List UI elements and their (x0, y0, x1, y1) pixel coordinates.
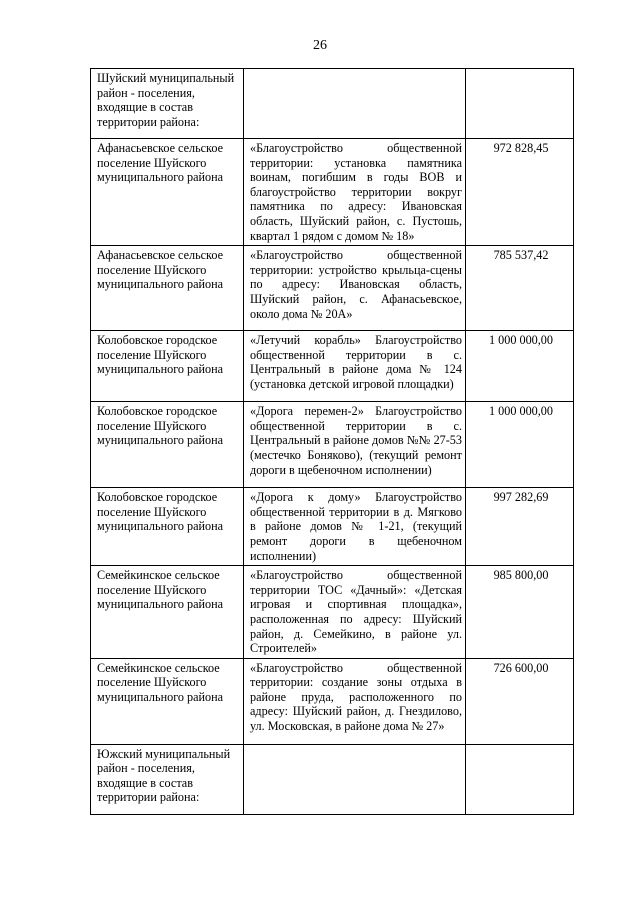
table-row (91, 331, 574, 402)
settlement-cell: Семейкинское сельское поселение Шуйского муниципального района (91, 658, 244, 744)
table-row (91, 566, 574, 659)
amount-cell: 1 000 000,00 (466, 331, 574, 402)
table-row (91, 139, 574, 246)
settlement-cell: Колобовское городское поселение Шуйского муниципального района (91, 402, 244, 488)
amount-cell: 985 800,00 (466, 566, 574, 659)
project-cell: «Летучий корабль» Благоустройство общественной территории в с. Центральный в районе дома № 124 (установка детской игровой площадки) (244, 331, 466, 402)
project-cell: «Благоустройство общественной территории: установка памятника воинам, погибшим в годы ВОВ и благоустройство территории вокруг памятника по адресу: Ивановская область, Шуйский район, с. Пустошь, квартал 1 рядом с домом № 18» (244, 139, 466, 246)
project-cell (244, 69, 466, 139)
amount-cell: 726 600,00 (466, 658, 574, 744)
settlement-cell: Семейкинское сельское поселение Шуйского муниципального района (91, 566, 244, 659)
subsidy-table (90, 68, 574, 815)
amount-cell (466, 69, 574, 139)
page-number: 26 (313, 38, 327, 53)
project-cell: «Благоустройство общественной территории ТОС «Дачный»: «Детская игровая и спортивная площадка», расположенная по адресу: Шуйский район, д. Семейкино, в районе ул. Строителей» (244, 566, 466, 659)
table-row (91, 402, 574, 488)
settlement-cell: Южский муниципальный район - поселения, входящие в состав территории района: (91, 744, 244, 814)
project-cell: «Дорога перемен-2» Благоустройство общественной территории в с. Центральный в районе домов №№ 27-53 (местечко Боняково), (текущий ремонт дороги в щебеночном исполнении) (244, 402, 466, 488)
table-row (91, 246, 574, 331)
settlement-cell: Афанасьевское сельское поселение Шуйского муниципального района (91, 246, 244, 331)
project-cell (244, 744, 466, 814)
settlement-cell: Афанасьевское сельское поселение Шуйского муниципального района (91, 139, 244, 246)
table-row (91, 69, 574, 139)
project-cell: «Благоустройство общественной территории: создание зоны отдыха в районе пруда, расположенного по адресу: Шуйский район, д. Гнездилово, ул. Московская, в районе дома № 27» (244, 658, 466, 744)
project-cell: «Дорога к дому» Благоустройство общественной территории в д. Мягково в районе домов № 1-21, (текущий ремонт дороги в щебеночном исполнении) (244, 488, 466, 566)
settlement-cell: Шуйский муниципальный район - поселения, входящие в состав территории района: (91, 69, 244, 139)
amount-cell: 997 282,69 (466, 488, 574, 566)
settlement-cell: Колобовское городское поселение Шуйского муниципального района (91, 488, 244, 566)
amount-cell: 785 537,42 (466, 246, 574, 331)
table-row (91, 658, 574, 744)
amount-cell (466, 744, 574, 814)
amount-cell: 972 828,45 (466, 139, 574, 246)
table-row (91, 488, 574, 566)
settlement-cell: Колобовское городское поселение Шуйского муниципального района (91, 331, 244, 402)
project-cell: «Благоустройство общественной территории: устройство крыльца-сцены по адресу: Ивановская область, Шуйский район, с. Афанасьевское, около дома № 20А» (244, 246, 466, 331)
table-row (91, 744, 574, 814)
amount-cell: 1 000 000,00 (466, 402, 574, 488)
